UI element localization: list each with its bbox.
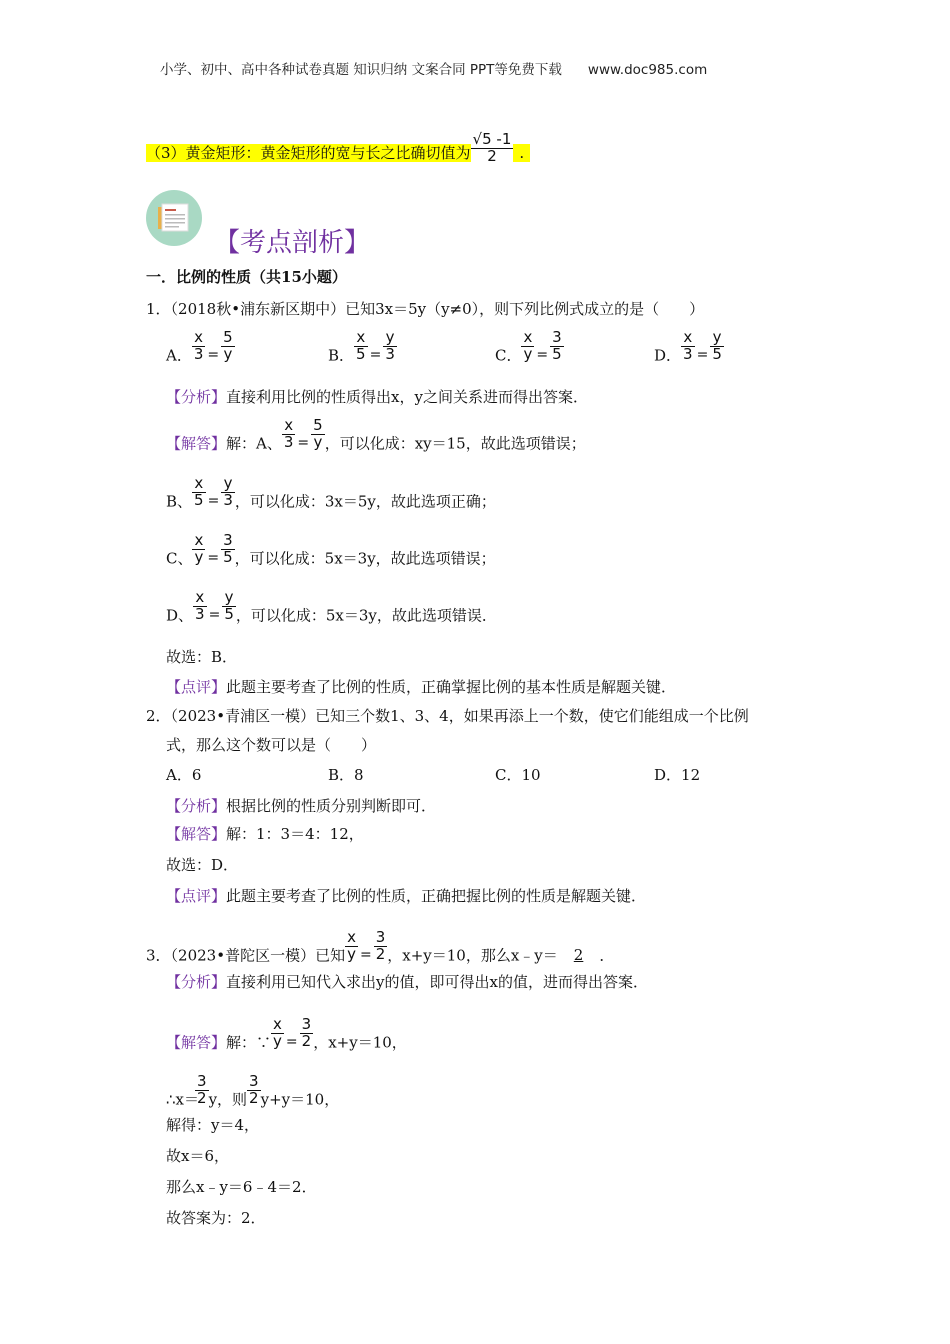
q3-analysis: 【分析】直接利用已知代入求出y的值，即可得出x的值，进而得出答案． [166,973,648,991]
q2-stem-line2: 式，那么这个数可以是（ ） [166,736,377,754]
topic-heading: 一．比例的性质（共15小题） [146,268,347,286]
golden-rect-line: （3）黄金矩形：黄金矩形的宽与长之比确切值为 $\frac{√5 -1}{2}$ . [146,138,530,171]
q3-solution-line2: ∴x＝ $\frac{3}{2}$ y，则 $\frac{3}{2}$ y+y＝10， [166,1072,340,1109]
q1-stem: 1．（2018秋•浦东新区期中）已知3x＝5y（y≠0），则下列比例式成立的是（ ） [146,300,705,318]
q1-option-a: A． $\frac{x}{3}$ = $\frac{5}{y}$ [166,328,233,365]
header-site: www.doc985.com [587,62,708,78]
q2-option-d: D．12 [654,766,701,784]
q2-analysis: 【分析】根据比例的性质分别判断即可． [166,797,437,815]
q1-choice: 故选：B． [166,648,238,666]
q3-solution-line5: 那么x﹣y＝6﹣4＝2． [166,1178,317,1196]
q1-analysis: 【分析】直接利用比例的性质得出x，y之间关系进而得出答案． [166,388,588,406]
q2-option-b: B．8 [328,766,364,784]
q1-comment: 【点评】此题主要考查了比例的性质，正确掌握比例的基本性质是解题关键． [166,678,677,696]
section-title: 【考点剖析】 [214,228,371,258]
q1-option-b: B． $\frac{x}{5}$ = $\frac{y}{3}$ [328,328,395,365]
q1-solution-c: C、 $\frac{x}{y}$ = $\frac{3}{5}$ ，可以化成：5x＝3y，故此选项错误； [166,531,496,568]
q3-solution-line3: 解得：y＝4， [166,1116,260,1134]
q2-option-a: A．6 [166,766,202,784]
q2-option-c: C．10 [495,766,541,784]
q3-solution-line4: 故x＝6， [166,1147,230,1165]
q1-option-c: C． $\frac{x}{y}$ = $\frac{3}{5}$ [495,328,562,365]
header-text: 小学、初中、高中各种试卷真题 知识归纳 文案合同 PPT等免费下载 [160,62,562,78]
q2-choice: 故选：D． [166,856,239,874]
q3-solution-line1: 【解答】解：∵ $\frac{x}{y}$ = $\frac{3}{2}$ ，x+y＝10， [166,1015,407,1052]
page-header [160,58,707,78]
q1-solution-d: D、 $\frac{x}{3}$ = $\frac{y}{5}$ ，可以化成：5x＝3y，故此选项错误． [166,588,497,625]
q2-comment: 【点评】此题主要考查了比例的性质，正确把握比例的性质是解题关键． [166,887,647,905]
q3-answer: 2 [573,946,584,965]
q3-solution-line6: 故答案为：2． [166,1209,266,1227]
q2-stem-line1: 2．（2023•青浦区一模）已知三个数1、3、4，如果再添上一个数，使它们能组成一个比例 [146,707,749,725]
q2-solution: 【解答】解：1：3＝4：12， [166,825,364,843]
section-icon [146,190,202,246]
q1-solution-b: B、 $\frac{x}{5}$ = $\frac{y}{3}$ ，可以化成：3x＝5y，故此选项正确； [166,474,496,511]
q1-option-d: D． $\frac{x}{3}$ = $\frac{y}{5}$ [654,328,722,365]
q3-stem: 3．（2023•普陀区一模）已知 $\frac{x}{y}$ = $\frac{3}{2}$ ，x+y＝10，那么x﹣y＝ 2 ． [146,928,615,965]
golden-ratio-fraction: $\frac{√5 -1}{2}$ [472,130,512,165]
q1-solution-a: 【解答】解：A、 $\frac{x}{3}$ = $\frac{5}{y}$ ，可以化成：xy＝15，故此选项错误； [166,416,586,453]
golden-rect-text: （3）黄金矩形：黄金矩形的宽与长之比确切值为 [146,144,471,163]
